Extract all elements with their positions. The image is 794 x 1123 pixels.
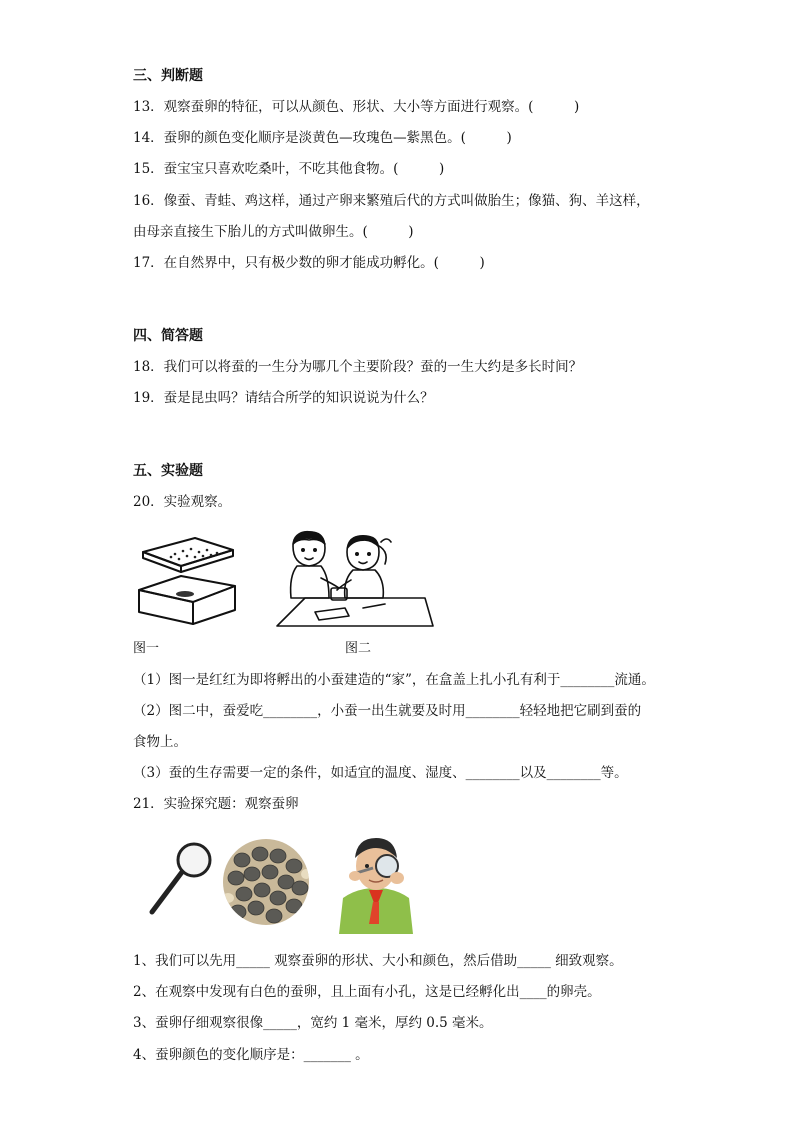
figure-1-box-illustration — [133, 532, 241, 628]
question-21-item-2: 2、在观察中发现有白色的蚕卵，且上面有小孔，这是已经孵化出____的卵壳。 — [133, 984, 601, 1000]
question-20-part-2-line2: 食物上。 — [133, 734, 187, 750]
figure-1-caption: 图一 — [133, 641, 160, 656]
section-4-heading: 四、简答题 — [133, 328, 203, 344]
question-16-line1: 16．像蚕、青蛙、鸡这样，通过产卵来繁殖后代的方式叫做胎生；像猫、狗、羊这样， — [133, 193, 650, 209]
question-13: 13．观察蚕卵的特征，可以从颜色、形状、大小等方面进行观察。( ) — [133, 99, 580, 115]
question-20-part-2-line1: （2）图二中，蚕爱吃________，小蚕一出生就要及时用________轻轻地把它刷到蚕的 — [133, 703, 642, 719]
section-3-heading: 三、判断题 — [133, 68, 203, 84]
question-21-item-4: 4、蚕卵颜色的变化顺序是：_______ 。 — [133, 1047, 369, 1063]
question-21-item-3: 3、蚕卵仔细观察很像_____，宽约 1 毫米，厚约 0.5 毫米。 — [133, 1015, 493, 1031]
question-14: 14．蚕卵的颜色变化顺序是淡黄色—玫瑰色—紫黑色。( ) — [133, 130, 512, 146]
magnifying-glass-icon — [148, 838, 216, 918]
question-17: 17．在自然界中，只有极少数的卵才能成功孵化。( ) — [133, 255, 485, 271]
question-19: 19．蚕是昆虫吗？请结合所学的知识说说为什么？ — [133, 390, 434, 406]
question-18: 18．我们可以将蚕的一生分为哪几个主要阶段？蚕的一生大约是多长时间？ — [133, 359, 583, 375]
figure-2-caption: 图二 — [345, 641, 372, 656]
question-21: 21．实验探究题：观察蚕卵 — [133, 796, 299, 812]
question-21-item-1: 1、我们可以先用_____ 观察蚕卵的形状、大小和颜色，然后借助_____ 细致观察。 — [133, 953, 623, 969]
question-20-part-1: （1）图一是红红为即将孵出的小蚕建造的“家”，在盒盖上扎小孔有利于________流通。 — [133, 672, 655, 688]
question-20-part-3: （3）蚕的生存需要一定的条件，如适宜的温度、湿度、________以及________等。 — [133, 765, 628, 781]
question-20: 20．实验观察。 — [133, 494, 232, 510]
silkworm-eggs-photo — [222, 838, 310, 926]
question-16-line2: 由母亲直接生下胎儿的方式叫做卵生。( ) — [133, 224, 414, 240]
figure-2-children-illustration — [275, 528, 435, 628]
boy-with-magnifier-photo — [333, 828, 419, 934]
section-5-heading: 五、实验题 — [133, 463, 203, 479]
question-15: 15．蚕宝宝只喜欢吃桑叶，不吃其他食物。( ) — [133, 161, 445, 177]
